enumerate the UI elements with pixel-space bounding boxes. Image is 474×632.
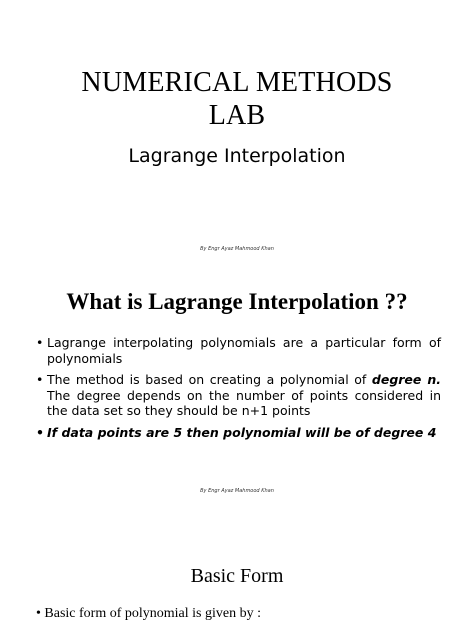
slide-heading: What is Lagrange Interpolation ?? xyxy=(66,289,408,314)
bullet-dot: • xyxy=(36,335,44,350)
title-line-1: NUMERICAL METHODS xyxy=(81,67,393,98)
bullet-list xyxy=(36,335,441,446)
slide-heading: Basic Form xyxy=(190,565,284,587)
title-line-2: LAB xyxy=(208,100,266,131)
bullet-item xyxy=(36,425,441,441)
bullet-text: • Basic form of polynomial is given by : xyxy=(36,606,261,621)
author-byline: By Engr Ayaz Mahmood Khan xyxy=(200,488,274,494)
slide-title xyxy=(0,66,474,132)
bullet-item xyxy=(36,372,441,419)
bullet-item xyxy=(36,335,441,366)
bullet-text: Lagrange interpolating polynomials are a particular form of polynomials xyxy=(47,335,441,366)
bullet-dot: • xyxy=(36,372,44,387)
bullet-text: If data points are 5 then polynomial will be of degree 4 xyxy=(47,424,437,440)
bullet-text-prefix: The method is based on creating a polynomial of xyxy=(47,372,372,387)
author-byline: By Engr Ayaz Mahmood Khan xyxy=(200,246,274,252)
title-slide xyxy=(0,0,474,255)
definition-slide xyxy=(0,255,474,530)
basic-form-slide xyxy=(0,530,474,632)
bullet-text-suffix: The degree depends on the number of points considered in the data set so they should be n+1 points xyxy=(47,387,441,418)
bullet-dot: • xyxy=(36,424,44,440)
slide-subtitle: Lagrange Interpolation xyxy=(128,145,346,167)
bullet-emphasis: degree n. xyxy=(371,372,441,387)
